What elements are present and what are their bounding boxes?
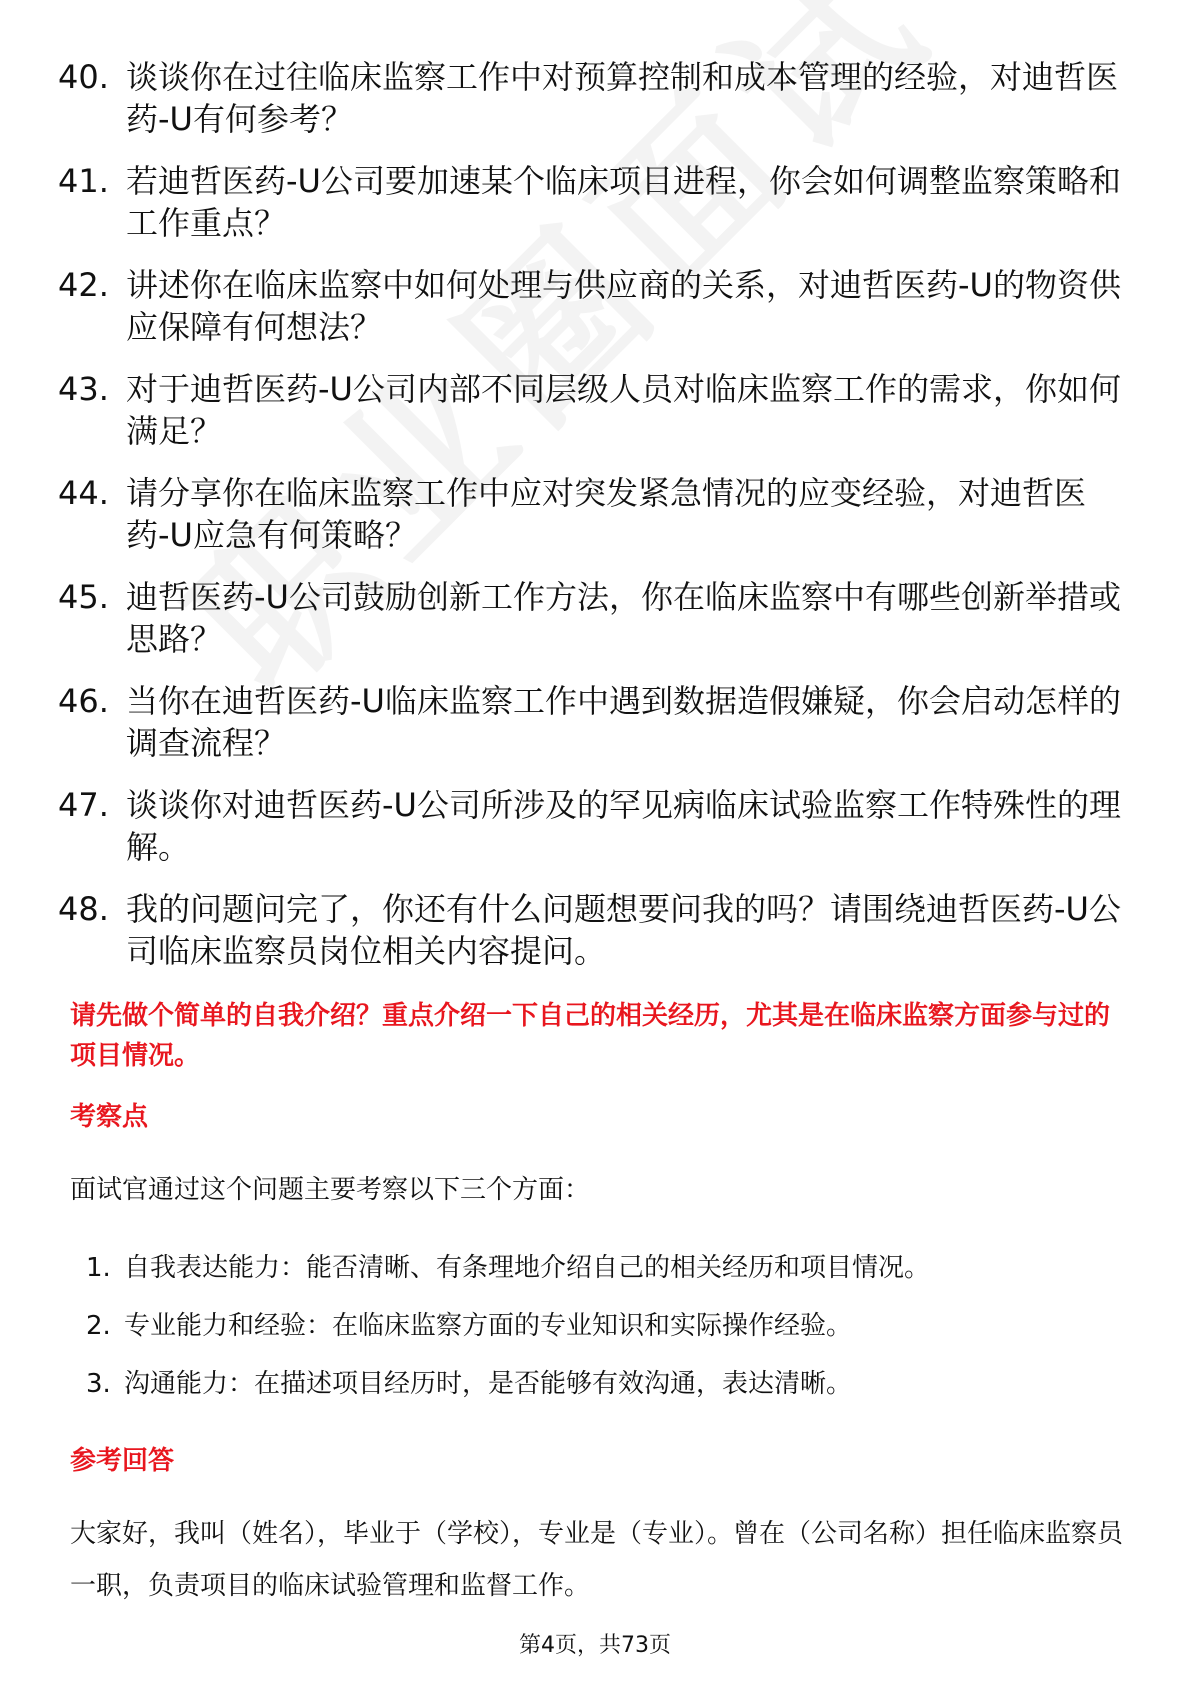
question-number: 42. xyxy=(58,266,109,304)
question-item xyxy=(58,576,1128,660)
question-number: 45. xyxy=(58,578,109,616)
section-heading-points: 考察点 xyxy=(70,1102,149,1132)
question-item xyxy=(58,368,1128,452)
intro-text: 面试官通过这个问题主要考察以下三个方面： xyxy=(70,1175,591,1205)
question-list xyxy=(58,56,1128,992)
question-number: 41. xyxy=(58,162,109,200)
question-item xyxy=(58,784,1128,868)
question-number: 43. xyxy=(58,370,109,408)
section-heading-answer: 参考回答 xyxy=(70,1446,175,1476)
question-item xyxy=(58,160,1128,244)
question-item xyxy=(58,888,1128,972)
point-text: 沟通能力：在描述项目经历时，是否能够有效沟通，表达清晰。 xyxy=(124,1369,853,1399)
point-number: 1. xyxy=(86,1253,111,1283)
point-number: 2. xyxy=(86,1311,111,1341)
question-number: 48. xyxy=(58,890,109,928)
question-text: 我的问题问完了，你还有什么问题想要问我的吗？请围绕迪哲医药-U公司临床监察员岗位相关内容提问。 xyxy=(126,890,1121,970)
question-item xyxy=(58,56,1128,140)
question-text: 请分享你在临床监察工作中应对突发紧急情况的应变经验，对迪哲医药-U应急有何策略？ xyxy=(126,474,1087,554)
question-number: 44. xyxy=(58,474,109,512)
points-list xyxy=(80,1250,1120,1424)
question-item xyxy=(58,680,1128,764)
point-text: 自我表达能力：能否清晰、有条理地介绍自己的相关经历和项目情况。 xyxy=(124,1253,931,1283)
question-number: 40. xyxy=(58,58,109,96)
point-item xyxy=(80,1250,1120,1286)
point-item xyxy=(80,1308,1120,1344)
question-text: 若迪哲医药-U公司要加速某个临床项目进程，你会如何调整监察策略和工作重点？ xyxy=(126,162,1121,242)
highlight-question: 请先做个简单的自我介绍？重点介绍一下自己的相关经历，尤其是在临床监察方面参与过的项目情况。 xyxy=(70,1001,1111,1071)
point-text: 专业能力和经验：在临床监察方面的专业知识和实际操作经验。 xyxy=(124,1311,853,1341)
question-text: 对于迪哲医药-U公司内部不同层级人员对临床监察工作的需求，你如何满足？ xyxy=(126,370,1121,450)
question-text: 迪哲医药-U公司鼓励创新工作方法，你在临床监察中有哪些创新举措或思路？ xyxy=(126,578,1121,658)
answer-text: 大家好，我叫（姓名），毕业于（学校），专业是（专业）。曾在（公司名称）担任临床监察员一职，负责项目的临床试验管理和监督工作。 xyxy=(70,1519,1124,1601)
question-number: 46. xyxy=(58,682,109,720)
question-number: 47. xyxy=(58,786,109,824)
question-item xyxy=(58,264,1128,348)
question-text: 谈谈你对迪哲医药-U公司所涉及的罕见病临床试验监察工作特殊性的理解。 xyxy=(126,786,1121,866)
point-item xyxy=(80,1366,1120,1402)
question-text: 讲述你在临床监察中如何处理与供应商的关系，对迪哲医药-U的物资供应保障有何想法？ xyxy=(126,266,1121,346)
page-footer: 第4页，共73页 xyxy=(519,1633,671,1658)
question-item xyxy=(58,472,1128,556)
point-number: 3. xyxy=(86,1369,111,1399)
question-text: 谈谈你在过往临床监察工作中对预算控制和成本管理的经验，对迪哲医药-U有何参考？ xyxy=(126,58,1119,138)
question-text: 当你在迪哲医药-U临床监察工作中遇到数据造假嫌疑，你会启动怎样的调查流程？ xyxy=(126,682,1121,762)
